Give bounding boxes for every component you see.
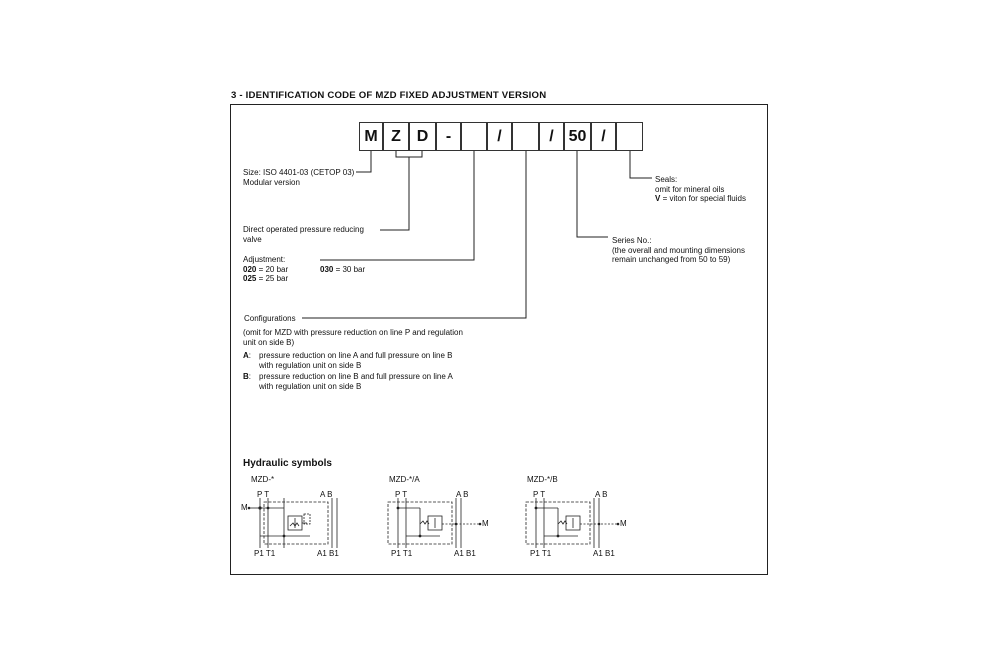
size-line-1: Size: ISO 4401-03 (CETOP 03) xyxy=(243,168,355,177)
valve-line-2: valve xyxy=(243,234,262,244)
adjustment-text-030: = 30 bar xyxy=(333,265,366,274)
configuration-b: B: xyxy=(243,372,252,381)
symbol-2-ports-bottom-right: A1 B1 xyxy=(454,549,476,558)
symbol-3-label: MZD-*/B xyxy=(527,475,558,484)
symbol-3-diagram xyxy=(522,496,622,552)
code-box-8: / xyxy=(539,122,564,151)
hydraulic-symbols-title: Hydraulic symbols xyxy=(243,458,332,469)
configuration-b-line-1: pressure reduction on line B and full pressure on line A xyxy=(259,372,453,381)
code-box-3: D xyxy=(409,122,436,151)
series-line-2: remain unchanged from 50 to 59) xyxy=(612,255,731,264)
configuration-b-code: B xyxy=(243,372,249,381)
code-box-4: - xyxy=(436,122,461,151)
adjustment-option-030 xyxy=(320,265,365,275)
code-box-6: / xyxy=(487,122,512,151)
seals-line-1: omit for mineral oils xyxy=(655,184,725,194)
adjustment-code-030: 030 xyxy=(320,265,334,274)
symbol-3-port-m: M xyxy=(620,519,627,528)
valve-label xyxy=(243,225,364,244)
symbol-1-ports-top-left: P T xyxy=(257,490,270,499)
configurations-note-line-1: (omit for MZD with pressure reduction on line P and regulation xyxy=(243,328,463,337)
configuration-b-line-2: with regulation unit on side B xyxy=(259,381,362,391)
seals-v-code: V xyxy=(655,194,661,203)
series-line-1: (the overall and mounting dimensions xyxy=(612,245,745,255)
seals-viton xyxy=(655,194,746,204)
adjustment-code-025: 025 xyxy=(243,274,257,283)
symbol-2-port-m: M xyxy=(482,519,489,528)
series-label xyxy=(612,236,745,265)
adjustment-text-025: = 25 bar xyxy=(256,274,289,283)
symbol-2-label: MZD-*/A xyxy=(389,475,420,484)
symbol-1-port-m: M xyxy=(241,503,248,512)
seals-label xyxy=(655,175,746,204)
symbol-1-ports-top-right: A B xyxy=(320,490,333,499)
code-box-9: 50 xyxy=(564,122,591,151)
symbol-1-label: MZD-* xyxy=(251,475,275,484)
configurations-note xyxy=(243,328,463,347)
symbol-2-ports-top-right: A B xyxy=(456,490,469,499)
seals-v-text: = viton for special fluids xyxy=(660,194,746,203)
configuration-a-code: A xyxy=(243,351,249,360)
symbol-1-ports-bottom-left: P1 T1 xyxy=(254,549,276,558)
size-label xyxy=(243,168,354,187)
configuration-b-text xyxy=(259,372,453,391)
series-heading: Series No.: xyxy=(612,236,652,245)
symbol-1-diagram xyxy=(240,496,350,552)
size-line-2: Modular version xyxy=(243,177,300,187)
adjustment-text-020: = 20 bar xyxy=(256,265,289,274)
symbol-3-ports-top-left: P T xyxy=(533,490,546,499)
symbol-3-ports-bottom-left: P1 T1 xyxy=(530,549,552,558)
configurations-heading: Configurations xyxy=(244,314,296,323)
adjustment-option-025 xyxy=(243,274,288,284)
valve-line-1: Direct operated pressure reducing xyxy=(243,225,364,234)
section-title: 3 - IDENTIFICATION CODE OF MZD FIXED ADJUSTMENT VERSION xyxy=(231,90,547,101)
configuration-a-text xyxy=(259,351,452,370)
configuration-a-line-1: pressure reduction on line A and full pressure on line B xyxy=(259,351,453,360)
configuration-a: A: xyxy=(243,351,252,360)
adjustment-heading: Adjustment: xyxy=(243,255,286,264)
symbol-2-ports-bottom-left: P1 T1 xyxy=(391,549,413,558)
adjustment-code-020: 020 xyxy=(243,265,257,274)
symbol-2-diagram xyxy=(384,496,484,552)
code-box-1: M xyxy=(359,122,383,151)
symbol-3-ports-top-right: A B xyxy=(595,490,608,499)
configurations-note-line-2: unit on side B) xyxy=(243,337,295,347)
symbol-2-ports-top-left: P T xyxy=(395,490,408,499)
configuration-a-line-2: with regulation unit on side B xyxy=(259,360,362,370)
seals-heading: Seals: xyxy=(655,175,678,184)
symbol-1-ports-bottom-right: A1 B1 xyxy=(317,549,339,558)
code-box-2: Z xyxy=(383,122,409,151)
code-box-10: / xyxy=(591,122,616,151)
symbol-3-ports-bottom-right: A1 B1 xyxy=(593,549,615,558)
